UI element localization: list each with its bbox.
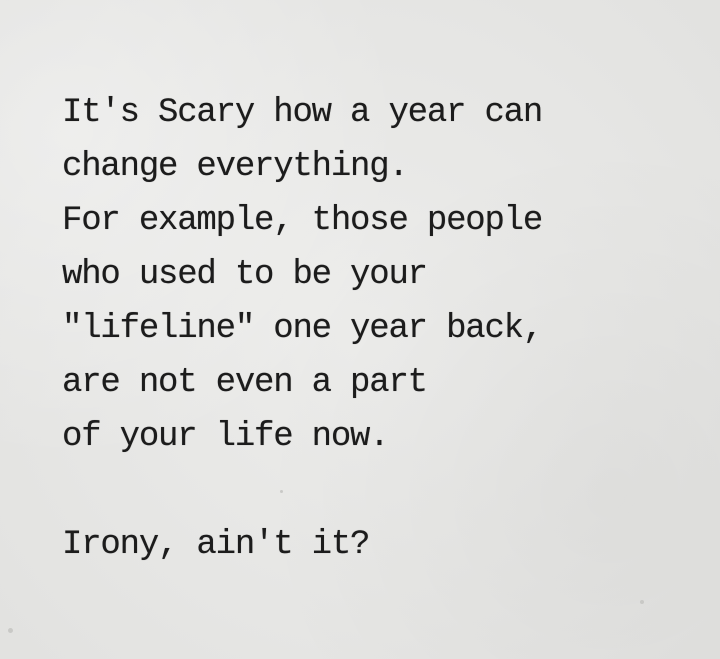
paper-speck — [640, 600, 644, 604]
quote-line: "lifeline" one year back, — [62, 310, 543, 348]
quote-line: For example, those people — [62, 202, 543, 240]
stanza-break — [62, 464, 702, 518]
quote-line: change everything. — [62, 148, 408, 186]
quote-line: of your life now. — [62, 418, 389, 456]
paper-speck — [8, 628, 13, 633]
quote-line: are not even a part — [62, 364, 427, 402]
quote-closing-line: Irony, ain't it? — [62, 526, 370, 564]
quote-line: It's Scary how a year can — [62, 94, 543, 132]
quote-line: who used to be your — [62, 256, 427, 294]
quote-text — [62, 86, 702, 572]
